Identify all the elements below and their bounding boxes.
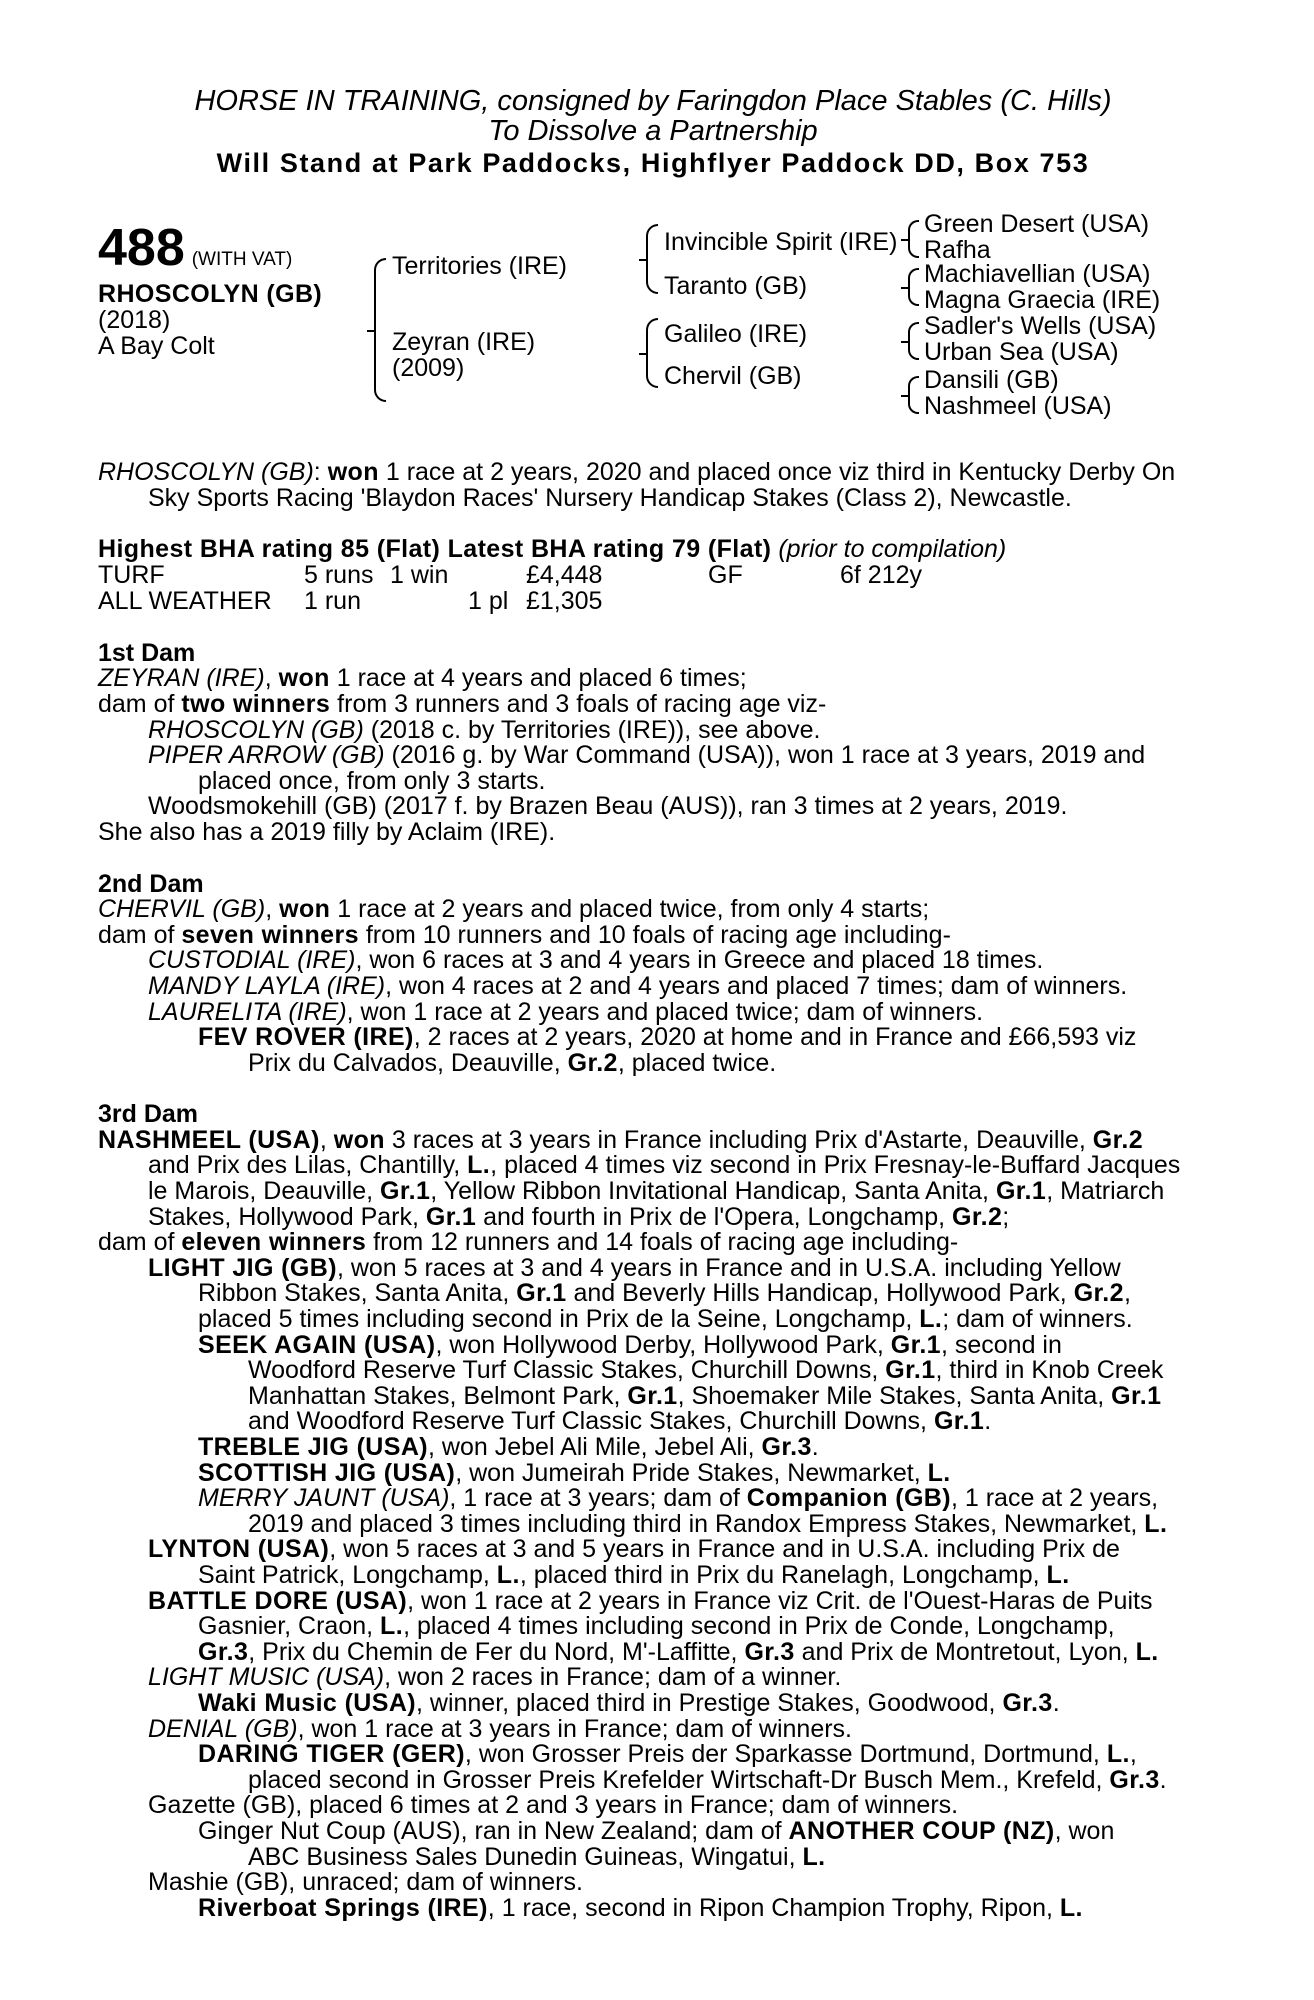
ds-dam: Urban Sea (USA) (924, 338, 1119, 366)
catalogue-page (98, 86, 1208, 1921)
rating-summary: Highest BHA rating 85 (Flat) Latest BHA rating 79 (Flat) (98, 535, 772, 564)
consignor-line: HORSE IN TRAINING, consigned by Faringdon Place Stables (C. Hills) (194, 85, 1112, 117)
lot-number: 488 (98, 219, 185, 277)
dam-sire: Galileo (IRE) (664, 320, 808, 348)
vat-label: (WITH VAT) (191, 249, 293, 270)
pedigree-brace (374, 258, 386, 402)
pedigree-block (98, 208, 1208, 438)
dd-sire: Dansili (GB) (924, 366, 1059, 394)
sire-brace (646, 224, 658, 294)
dam-dam: Chervil (GB) (664, 362, 802, 390)
race-summary: RHOSCOLYN (GB): won 1 race at 2 years, 2020 and placed once viz third in Kentucky Derby On Sky Sports Racing 'Blaydon Races' Nursery Handicap Stakes (Class 2), Newcastle. (98, 458, 1176, 512)
lot-number-line (98, 219, 293, 277)
third-dam-section: 3rd Dam NASHMEEL (USA), won 3 races at 3 years in France including Prix d'Astarte, Deauville, Gr.2 and Prix des Lilas, Chantilly, L., placed 4 times viz second in Prix Fresnay-le-Buffard Jacques le Marois, Deauville, Gr.1, Yellow Ribbon Invitational Handicap, Santa Anita, Gr.1, Matriarch Stakes, Hollywood Park, Gr.1 and fourth in Prix de l'Opera, Longchamp, Gr.2; dam of eleven winners from 12 runners and 14 foals of racing age including- LIGHT JIG (GB), won 5 races at 3 and 4 years in France and in U.S.A. including Yellow Ribbon Stakes, Santa Anita, Gr.1 and Beverly Hills Handicap, Hollywood Park, Gr.2, placed 5 times including second in Prix de la Seine, Longchamp, L.; dam of winners. SEEK AGAIN (USA), won Hollywood Derby, Hollywood Park, Gr.1, second in Woodford Reserve Turf Classic Stakes, Churchill Downs, Gr.1, third in Knob Creek Manhattan Stakes, Belmont Park, Gr.1, Shoemaker Mile Stakes, Santa Anita, Gr.1 and Woodford Reserve Turf Classic Stakes, Churchill Downs, Gr.1. TREBLE JIG (USA), won Jebel Ali Mile, Jebel Ali, Gr.3. SCOTTISH JIG (USA), won Jumeirah Pride Stakes, Newmarket, L. MERRY JAUNT (USA), 1 race at 3 years; dam of Companion (GB), 1 race at 2 years, 2019 and placed 3 times including third in Randox Empress Stakes, Newmarket, L. LYNTON (USA), won 5 races at 3 and 5 years in France and in U.S.A. including Prix de Saint Patrick, Longchamp, L., placed third in Prix du Ranelagh, Longchamp, L. BATTLE DORE (USA), won 1 race at 2 years in France viz Crit. de l'Ouest-Haras de Puits Gasnier, Craon, L., placed 4 times including second in Prix de Conde, Longchamp, Gr.3, Prix du Chemin de Fer du Nord, M'-Laffitte, Gr.3 and Prix de Montretout, Lyon, L. LIGHT MUSIC (USA), won 2 races in France; dam of a winner. Waki Music (USA), winner, placed third in Prestige Stakes, Goodwood, Gr.3. DENIAL (GB), won 1 race at 3 years in France; dam of winners. DARING TIGER (GER), won Grosser Preis der Sparkasse Dortmund, Dortmund, L., placed second in Grosser Preis Krefelder Wirtschaft-Dr Busch Mem., Krefeld, Gr.3. Gazette (GB), placed 6 times at 2 and 3 years in France; dam of winners. Ginger Nut Coup (AUS), ran in New Zealand; dam of ANOTHER COUP (NZ), won ABC Business Sales Dunedin Guineas, Wingatui, L. Mashie (GB), unraced; dam of winners. Riverboat Springs (IRE), 1 race, second in Ripon Champion Trophy, Ripon, L. (98, 1100, 1181, 1922)
first-dam-section: 1st Dam ZEYRAN (IRE), won 1 race at 4 years and placed 6 times; dam of two winners from 3 runners and 3 foals of racing age viz- RHOSCOLYN (GB) (2018 c. by Territories (IRE)), see above. PIPER ARROW (GB) (2016 g. by War Command (USA)), won 1 race at 3 years, 2019 and placed once, from only 3 starts. Woodsmokehill (GB) (2017 f. by Brazen Beau (AUS)), ran 3 times at 2 years, 2019. She also has a 2019 filly by Aclaim (IRE). (98, 638, 1146, 846)
dam-name: Zeyran (IRE) (392, 328, 536, 356)
race-record-table: TURF 5 runs 1 win £4,448 GF 6f 212y ALL WEATHER 1 run 1 pl £1,305 (98, 560, 923, 615)
horse-description: A Bay Colt (98, 332, 215, 360)
sd-brace (908, 268, 919, 306)
horse-name: RHOSCOLYN (GB) (98, 280, 323, 308)
partnership-line: To Dissolve a Partnership (488, 115, 818, 147)
sire-name: Territories (IRE) (392, 252, 568, 280)
ss-dam: Rafha (924, 236, 991, 264)
dd-dam: Nashmeel (USA) (924, 392, 1112, 420)
dam-year: (2009) (392, 354, 465, 382)
ss-brace (908, 220, 919, 258)
stand-location-line: Will Stand at Park Paddocks, Highflyer Paddock DD, Box 753 (216, 148, 1090, 178)
sire-sire: Invincible Spirit (IRE) (664, 228, 898, 256)
sd-dam: Magna Graecia (IRE) (924, 286, 1161, 314)
dd-brace (908, 376, 919, 414)
ss-sire: Green Desert (USA) (924, 210, 1150, 238)
ds-sire: Sadler's Wells (USA) (924, 312, 1157, 340)
sire-dam: Taranto (GB) (664, 272, 808, 300)
dam-brace (646, 318, 658, 388)
ratings-section: Highest BHA rating 85 (Flat) Latest BHA rating 79 (Flat) (prior to compilation) TURF 5 runs 1 win £4,448 GF 6f 212y ALL WEATHER 1 run 1 pl £1,305 (98, 537, 1208, 615)
horse-year: (2018) (98, 306, 171, 334)
sd-sire: Machiavellian (USA) (924, 260, 1151, 288)
ds-brace (908, 322, 919, 360)
second-dam-section: 2nd Dam CHERVIL (GB), won 1 race at 2 years and placed twice, from only 4 starts; dam of seven winners from 10 runners and 10 foals of racing age including- CUSTODIAL (IRE), won 6 races at 3 and 4 years in Greece and placed 18 times. MANDY LAYLA (IRE), won 4 races at 2 and 4 years and placed 7 times; dam of winners. LAURELITA (IRE), won 1 race at 2 years and placed twice; dam of winners. FEV ROVER (IRE), 2 races at 2 years, 2020 at home and in France and £66,593 viz Prix du Calvados, Deauville, Gr.2, placed twice. (98, 869, 1137, 1077)
